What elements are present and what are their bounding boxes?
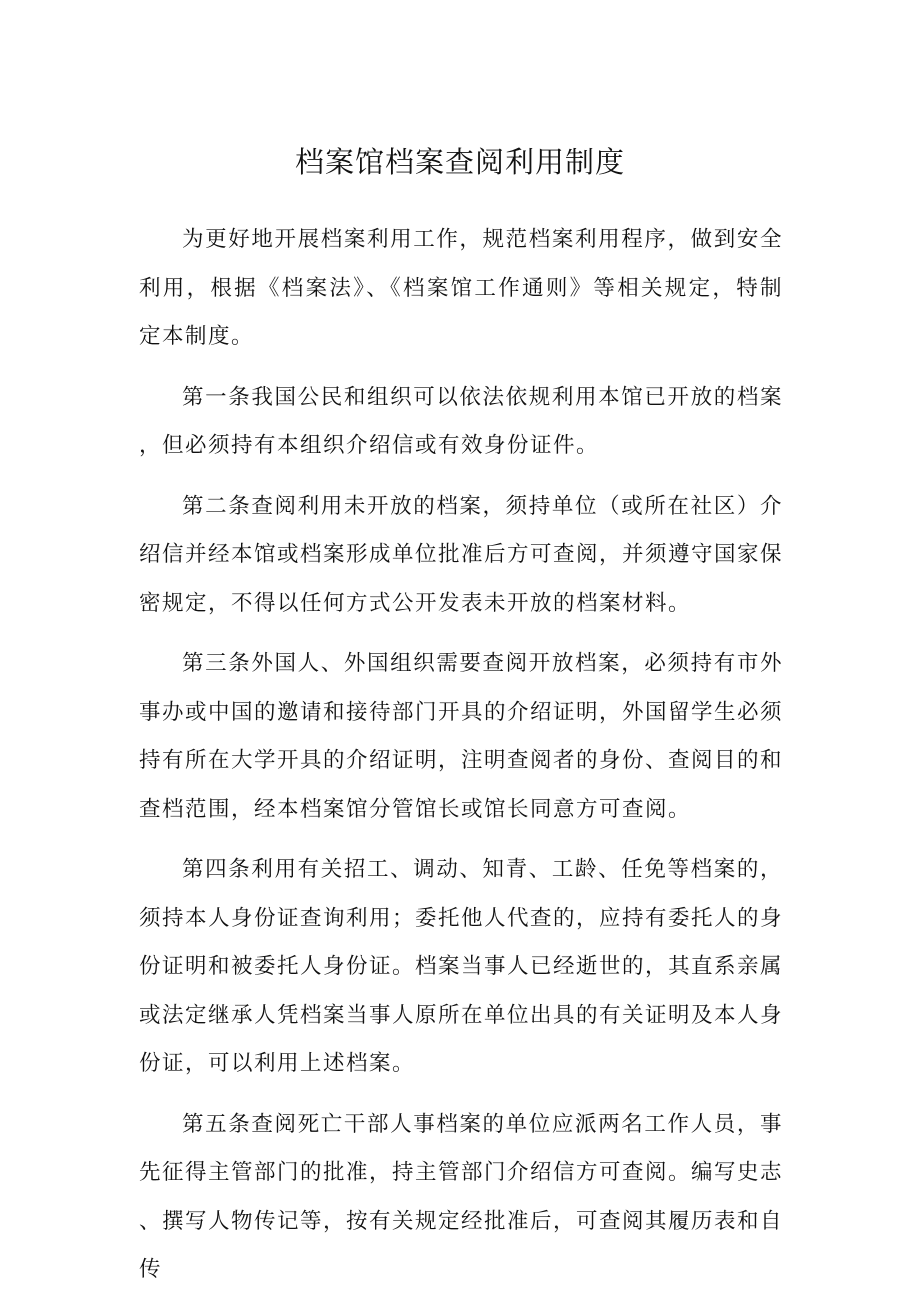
document-body: [139, 216, 783, 1307]
paragraph-intro: 为更好地开展档案利用工作，规范档案利用程序，做到安全利用，根据《档案法》、《档案馆工作通则》等相关规定，特制定本制度。: [139, 227, 783, 349]
paragraph-article-1: 第一条我国公民和组织可以依法依规利用本馆已开放的档案，但必须持有本组织介绍信或有效身份证件。: [139, 384, 783, 458]
paragraph-article-4: 第四条利用有关招工、调动、知青、工龄、任免等档案的，须持本人身份证查询利用；委托他人代查的，应持有委托人的身份证明和被委托人身份证。档案当事人已经逝世的，其直系亲属或法定继承人凭档案当事人原所在单位出具的有关证明及本人身份证，可以利用上述档案。: [139, 857, 784, 1076]
paragraph-article-5: 第五条查阅死亡干部人事档案的单位应派两名工作人员，事先征得主管部门的批准，持主管部门介绍信方可查阅。编写史志、撰写人物传记等，按有关规定经批准后，可查阅其履历表和自传: [139, 1111, 784, 1282]
paragraph-article-2: 第二条查阅利用未开放的档案，须持单位（或所在社区）介绍信并经本馆或档案形成单位批准后方可查阅，并须遵守国家保密规定，不得以任何方式公开发表未开放的档案材料。: [139, 493, 784, 616]
paragraph-article-3: 第三条外国人、外国组织需要查阅开放档案，必须持有市外事办或中国的邀请和接待部门开具的介绍证明，外国留学生必须持有所在大学开具的介绍证明，注明查阅者的身份、查阅目的和查档范围，经本档案馆分管馆长或馆长同意方可查阅。: [139, 651, 784, 822]
document-title: 档案馆档案查阅利用制度: [294, 145, 625, 179]
